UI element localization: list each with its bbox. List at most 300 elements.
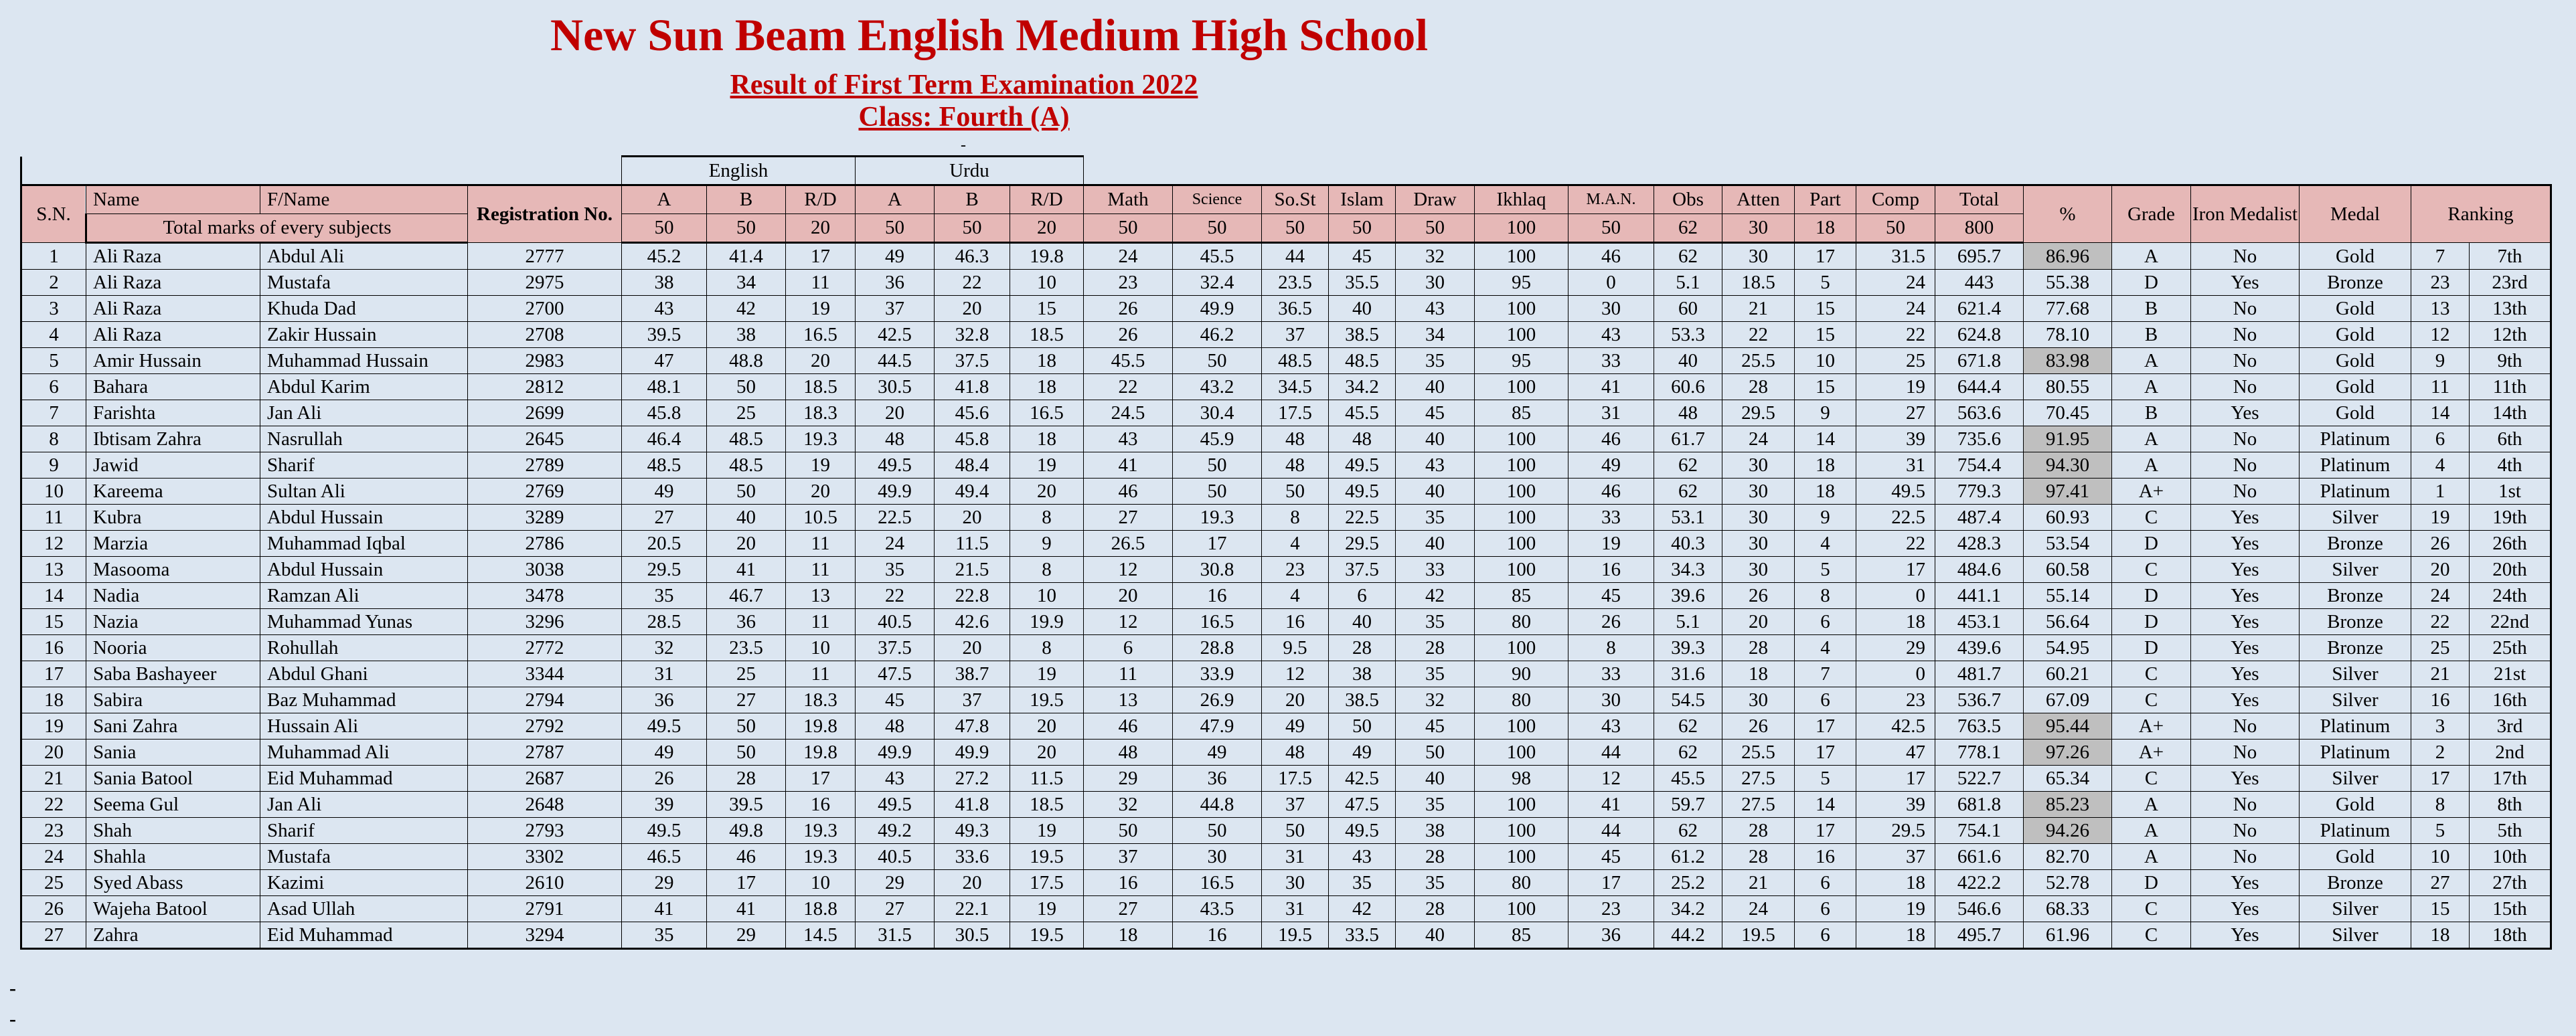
table-row bbox=[21, 557, 2551, 583]
urdu-group-header: Urdu bbox=[856, 157, 1084, 185]
islam-cell: 38.5 bbox=[1329, 322, 1396, 348]
name-cell: Ali Raza bbox=[86, 270, 260, 296]
sn-cell: 23 bbox=[21, 818, 86, 844]
science-cell: 16.5 bbox=[1173, 609, 1262, 635]
ranking-header: Ranking bbox=[2411, 185, 2551, 243]
part-cell: 17 bbox=[1795, 713, 1856, 740]
part-cell: 17 bbox=[1795, 243, 1856, 270]
rank-cell: 25 bbox=[2411, 635, 2470, 661]
sn-cell: 11 bbox=[21, 505, 86, 531]
sn-cell: 21 bbox=[21, 766, 86, 792]
atten-cell: 27.5 bbox=[1722, 766, 1795, 792]
grade-cell: B bbox=[2112, 296, 2191, 322]
urdu-b-cell: 20 bbox=[935, 296, 1010, 322]
part-cell: 16 bbox=[1795, 844, 1856, 870]
obs-cell: 53.1 bbox=[1654, 505, 1722, 531]
rank-cell: 8 bbox=[2411, 792, 2470, 818]
obs-cell: 34.2 bbox=[1654, 896, 1722, 922]
english-b-cell: 48.5 bbox=[707, 426, 786, 452]
english-rd-cell: 16 bbox=[786, 792, 856, 818]
english-rd-cell: 19.3 bbox=[786, 818, 856, 844]
islam-cell: 34.2 bbox=[1329, 374, 1396, 400]
comp-cell: 39 bbox=[1856, 792, 1935, 818]
sost-cell: 19.5 bbox=[1262, 922, 1329, 949]
urdu-b-cell: 20 bbox=[935, 870, 1010, 896]
grade-cell: C bbox=[2112, 557, 2191, 583]
obs-cell: 34.3 bbox=[1654, 557, 1722, 583]
part-cell: 10 bbox=[1795, 348, 1856, 374]
english-b-cell: 49.8 bbox=[707, 818, 786, 844]
sost-cell: 4 bbox=[1262, 531, 1329, 557]
english-a-cell: 45.8 bbox=[622, 400, 707, 426]
table-row bbox=[21, 374, 2551, 400]
atten-cell: 30 bbox=[1722, 452, 1795, 479]
rank-ordinal-cell: 25th bbox=[2470, 635, 2551, 661]
atten-cell: 25.5 bbox=[1722, 740, 1795, 766]
urdu-rd-cell: 19.9 bbox=[1010, 609, 1084, 635]
rank-cell: 1 bbox=[2411, 479, 2470, 505]
man-cell: 43 bbox=[1568, 322, 1654, 348]
table-row bbox=[21, 322, 2551, 348]
man-cell: 26 bbox=[1568, 609, 1654, 635]
table-row bbox=[21, 505, 2551, 531]
english-rd-cell: 10 bbox=[786, 870, 856, 896]
english-b-cell: 41 bbox=[707, 557, 786, 583]
urdu-rd-cell: 18.5 bbox=[1010, 322, 1084, 348]
urdu-b-cell: 21.5 bbox=[935, 557, 1010, 583]
urdu-b-cell: 42.6 bbox=[935, 609, 1010, 635]
ikhlaq-cell: 100 bbox=[1475, 322, 1568, 348]
atten-cell: 29.5 bbox=[1722, 400, 1795, 426]
percent-cell: 95.44 bbox=[2024, 713, 2112, 740]
part-cell: 15 bbox=[1795, 374, 1856, 400]
fname-cell: Muhammad Yunas bbox=[260, 609, 468, 635]
rank-ordinal-cell: 7th bbox=[2470, 243, 2551, 270]
urdu-a-max-marks: 50 bbox=[856, 214, 935, 243]
iron-medalist-cell: Yes bbox=[2191, 400, 2300, 426]
iron-medalist-cell: No bbox=[2191, 452, 2300, 479]
atten-cell: 30 bbox=[1722, 505, 1795, 531]
islam-cell: 6 bbox=[1329, 583, 1396, 609]
sost-cell: 48.5 bbox=[1262, 348, 1329, 374]
rank-ordinal-cell: 11th bbox=[2470, 374, 2551, 400]
grade-cell: C bbox=[2112, 896, 2191, 922]
top-dash: - bbox=[961, 137, 966, 154]
registration-cell: 2794 bbox=[468, 687, 622, 713]
sn-cell: 8 bbox=[21, 426, 86, 452]
urdu-a-cell: 35 bbox=[856, 557, 935, 583]
english-b-cell: 50 bbox=[707, 713, 786, 740]
english-rd-cell: 10.5 bbox=[786, 505, 856, 531]
urdu-rd-cell: 18 bbox=[1010, 348, 1084, 374]
fname-cell: Mustafa bbox=[260, 844, 468, 870]
rank-ordinal-cell: 13th bbox=[2470, 296, 2551, 322]
iron-medalist-cell: Yes bbox=[2191, 531, 2300, 557]
sost-cell: 36.5 bbox=[1262, 296, 1329, 322]
urdu-a-cell: 48 bbox=[856, 713, 935, 740]
sost-cell: 17.5 bbox=[1262, 400, 1329, 426]
part-cell: 8 bbox=[1795, 583, 1856, 609]
fname-cell: Eid Muhammad bbox=[260, 922, 468, 949]
medal-cell: Bronze bbox=[2300, 583, 2411, 609]
man-cell: 43 bbox=[1568, 713, 1654, 740]
obs-cell: 60 bbox=[1654, 296, 1722, 322]
draw-cell: 28 bbox=[1396, 896, 1475, 922]
medal-cell: Silver bbox=[2300, 661, 2411, 687]
registration-cell: 2769 bbox=[468, 479, 622, 505]
urdu-rd-cell: 17.5 bbox=[1010, 870, 1084, 896]
man-cell: 12 bbox=[1568, 766, 1654, 792]
english-rd-cell: 10 bbox=[786, 635, 856, 661]
islam-cell: 45.5 bbox=[1329, 400, 1396, 426]
draw-cell: 35 bbox=[1396, 348, 1475, 374]
rank-cell: 21 bbox=[2411, 661, 2470, 687]
part-cell: 9 bbox=[1795, 505, 1856, 531]
grade-cell: A bbox=[2112, 243, 2191, 270]
english-rd-cell: 18.3 bbox=[786, 400, 856, 426]
draw-cell: 42 bbox=[1396, 583, 1475, 609]
fname-cell: Eid Muhammad bbox=[260, 766, 468, 792]
english-b-cell: 28 bbox=[707, 766, 786, 792]
math-cell: 12 bbox=[1084, 609, 1173, 635]
islam-cell: 40 bbox=[1329, 296, 1396, 322]
science-cell: 33.9 bbox=[1173, 661, 1262, 687]
sn-cell: 3 bbox=[21, 296, 86, 322]
total-cell: 754.4 bbox=[1935, 452, 2024, 479]
draw-cell: 35 bbox=[1396, 505, 1475, 531]
english-b-cell: 20 bbox=[707, 531, 786, 557]
sn-cell: 9 bbox=[21, 452, 86, 479]
comp-cell: 29 bbox=[1856, 635, 1935, 661]
english-b-cell: 41.4 bbox=[707, 243, 786, 270]
urdu-rd-cell: 15 bbox=[1010, 296, 1084, 322]
islam-cell: 48.5 bbox=[1329, 348, 1396, 374]
comp-cell: 39 bbox=[1856, 426, 1935, 452]
atten-cell: 18.5 bbox=[1722, 270, 1795, 296]
comp-cell: 19 bbox=[1856, 374, 1935, 400]
sost-cell: 37 bbox=[1262, 322, 1329, 348]
ikhlaq-cell: 85 bbox=[1475, 922, 1568, 949]
obs-cell: 40 bbox=[1654, 348, 1722, 374]
draw-cell: 40 bbox=[1396, 922, 1475, 949]
obs-cell: 62 bbox=[1654, 740, 1722, 766]
ikhlaq-cell: 100 bbox=[1475, 452, 1568, 479]
comp-cell: 25 bbox=[1856, 348, 1935, 374]
science-cell: 47.9 bbox=[1173, 713, 1262, 740]
urdu-b-cell: 22 bbox=[935, 270, 1010, 296]
english-b-cell: 48.5 bbox=[707, 452, 786, 479]
registration-cell: 2777 bbox=[468, 243, 622, 270]
draw-cell: 35 bbox=[1396, 870, 1475, 896]
iron-medalist-cell: Yes bbox=[2191, 557, 2300, 583]
urdu-b-cell: 37 bbox=[935, 687, 1010, 713]
sn-cell: 2 bbox=[21, 270, 86, 296]
comp-cell: 49.5 bbox=[1856, 479, 1935, 505]
urdu-a-header: A bbox=[856, 185, 935, 214]
english-a-cell: 26 bbox=[622, 766, 707, 792]
fname-cell: Sharif bbox=[260, 452, 468, 479]
draw-cell: 35 bbox=[1396, 792, 1475, 818]
ikhlaq-cell: 100 bbox=[1475, 713, 1568, 740]
atten-cell: 21 bbox=[1722, 870, 1795, 896]
comp-cell: 18 bbox=[1856, 609, 1935, 635]
ikhlaq-cell: 100 bbox=[1475, 740, 1568, 766]
draw-cell: 34 bbox=[1396, 322, 1475, 348]
math-cell: 50 bbox=[1084, 818, 1173, 844]
table-row bbox=[21, 635, 2551, 661]
grade-cell: A bbox=[2112, 792, 2191, 818]
total-cell: 487.4 bbox=[1935, 505, 2024, 531]
obs-cell: 62 bbox=[1654, 452, 1722, 479]
medal-cell: Gold bbox=[2300, 400, 2411, 426]
registration-cell: 2772 bbox=[468, 635, 622, 661]
english-b-max-marks: 50 bbox=[707, 214, 786, 243]
registration-cell: 3344 bbox=[468, 661, 622, 687]
man-cell: 46 bbox=[1568, 243, 1654, 270]
rank-cell: 5 bbox=[2411, 818, 2470, 844]
registration-cell: 2699 bbox=[468, 400, 622, 426]
urdu-rd-cell: 19.8 bbox=[1010, 243, 1084, 270]
total-cell: 624.8 bbox=[1935, 322, 2024, 348]
urdu-rd-cell: 20 bbox=[1010, 479, 1084, 505]
total-cell: 763.5 bbox=[1935, 713, 2024, 740]
man-cell: 23 bbox=[1568, 896, 1654, 922]
science-cell: 49.9 bbox=[1173, 296, 1262, 322]
atten-cell: 30 bbox=[1722, 531, 1795, 557]
registration-cell: 2983 bbox=[468, 348, 622, 374]
atten-cell: 19.5 bbox=[1722, 922, 1795, 949]
grade-cell: B bbox=[2112, 322, 2191, 348]
total-cell: 441.1 bbox=[1935, 583, 2024, 609]
percent-cell: 60.58 bbox=[2024, 557, 2112, 583]
ikhlaq-cell: 100 bbox=[1475, 243, 1568, 270]
urdu-a-cell: 40.5 bbox=[856, 609, 935, 635]
urdu-b-cell: 41.8 bbox=[935, 374, 1010, 400]
table-row bbox=[21, 479, 2551, 505]
urdu-b-cell: 38.7 bbox=[935, 661, 1010, 687]
man-cell: 0 bbox=[1568, 270, 1654, 296]
english-rd-cell: 19.8 bbox=[786, 740, 856, 766]
urdu-b-cell: 41.8 bbox=[935, 792, 1010, 818]
islam-cell: 49.5 bbox=[1329, 452, 1396, 479]
registration-cell: 2791 bbox=[468, 896, 622, 922]
name-cell: Shahla bbox=[86, 844, 260, 870]
science-cell: 32.4 bbox=[1173, 270, 1262, 296]
grade-cell: D bbox=[2112, 609, 2191, 635]
total-cell: 671.8 bbox=[1935, 348, 2024, 374]
percent-cell: 80.55 bbox=[2024, 374, 2112, 400]
fname-cell: Muhammad Iqbal bbox=[260, 531, 468, 557]
medal-cell: Bronze bbox=[2300, 531, 2411, 557]
sn-cell: 27 bbox=[21, 922, 86, 949]
urdu-a-cell: 49.5 bbox=[856, 792, 935, 818]
sost-cell: 34.5 bbox=[1262, 374, 1329, 400]
science-cell: 45.9 bbox=[1173, 426, 1262, 452]
sost-cell: 31 bbox=[1262, 896, 1329, 922]
fname-cell: Kazimi bbox=[260, 870, 468, 896]
sn-cell: 13 bbox=[21, 557, 86, 583]
name-cell: Sania bbox=[86, 740, 260, 766]
fname-cell: Rohullah bbox=[260, 635, 468, 661]
ikhlaq-cell: 85 bbox=[1475, 583, 1568, 609]
table-row bbox=[21, 452, 2551, 479]
sost-cell: 37 bbox=[1262, 792, 1329, 818]
percent-cell: 54.95 bbox=[2024, 635, 2112, 661]
rank-ordinal-cell: 27th bbox=[2470, 870, 2551, 896]
english-a-cell: 49.5 bbox=[622, 713, 707, 740]
english-a-cell: 48.5 bbox=[622, 452, 707, 479]
name-cell: Nazia bbox=[86, 609, 260, 635]
islam-cell: 42 bbox=[1329, 896, 1396, 922]
medal-cell: Platinum bbox=[2300, 713, 2411, 740]
rank-ordinal-cell: 15th bbox=[2470, 896, 2551, 922]
draw-cell: 32 bbox=[1396, 243, 1475, 270]
islam-cell: 29.5 bbox=[1329, 531, 1396, 557]
rank-ordinal-cell: 10th bbox=[2470, 844, 2551, 870]
english-a-cell: 38 bbox=[622, 270, 707, 296]
comp-cell: 31 bbox=[1856, 452, 1935, 479]
part-cell: 6 bbox=[1795, 687, 1856, 713]
registration-cell: 3302 bbox=[468, 844, 622, 870]
name-cell: Bahara bbox=[86, 374, 260, 400]
islam-cell: 45 bbox=[1329, 243, 1396, 270]
sost-cell: 48 bbox=[1262, 740, 1329, 766]
math-cell: 11 bbox=[1084, 661, 1173, 687]
english-a-cell: 48.1 bbox=[622, 374, 707, 400]
science-cell: 16.5 bbox=[1173, 870, 1262, 896]
urdu-a-cell: 44.5 bbox=[856, 348, 935, 374]
sost-max-marks: 50 bbox=[1262, 214, 1329, 243]
medal-cell: Platinum bbox=[2300, 479, 2411, 505]
iron-medalist-cell: No bbox=[2191, 479, 2300, 505]
english-a-cell: 47 bbox=[622, 348, 707, 374]
english-rd-cell: 19 bbox=[786, 452, 856, 479]
sn-header: S.N. bbox=[21, 185, 86, 243]
english-rd-cell: 19 bbox=[786, 296, 856, 322]
ikhlaq-cell: 100 bbox=[1475, 557, 1568, 583]
rank-ordinal-cell: 12th bbox=[2470, 322, 2551, 348]
rank-ordinal-cell: 17th bbox=[2470, 766, 2551, 792]
total-marks-label: Total marks of every subjects bbox=[86, 214, 468, 243]
islam-cell: 38 bbox=[1329, 661, 1396, 687]
urdu-a-cell: 49.5 bbox=[856, 452, 935, 479]
name-cell: Syed Abass bbox=[86, 870, 260, 896]
medal-cell: Silver bbox=[2300, 687, 2411, 713]
sn-cell: 4 bbox=[21, 322, 86, 348]
percent-cell: 70.45 bbox=[2024, 400, 2112, 426]
english-rd-cell: 14.5 bbox=[786, 922, 856, 949]
registration-cell: 2610 bbox=[468, 870, 622, 896]
iron-medalist-cell: No bbox=[2191, 713, 2300, 740]
science-cell: 30 bbox=[1173, 844, 1262, 870]
comp-cell: 22 bbox=[1856, 322, 1935, 348]
rank-cell: 19 bbox=[2411, 505, 2470, 531]
iron-medalist-cell: Yes bbox=[2191, 922, 2300, 949]
man-cell: 41 bbox=[1568, 374, 1654, 400]
obs-cell: 59.7 bbox=[1654, 792, 1722, 818]
obs-cell: 45.5 bbox=[1654, 766, 1722, 792]
islam-cell: 43 bbox=[1329, 844, 1396, 870]
part-max-marks: 18 bbox=[1795, 214, 1856, 243]
sn-cell: 6 bbox=[21, 374, 86, 400]
name-cell: Jawid bbox=[86, 452, 260, 479]
comp-cell: 27 bbox=[1856, 400, 1935, 426]
sn-cell: 15 bbox=[21, 609, 86, 635]
science-cell: 30.8 bbox=[1173, 557, 1262, 583]
science-cell: 45.5 bbox=[1173, 243, 1262, 270]
math-cell: 48 bbox=[1084, 740, 1173, 766]
math-cell: 27 bbox=[1084, 896, 1173, 922]
urdu-b-cell: 22.1 bbox=[935, 896, 1010, 922]
english-a-cell: 32 bbox=[622, 635, 707, 661]
total-cell: 481.7 bbox=[1935, 661, 2024, 687]
urdu-a-cell: 49.9 bbox=[856, 740, 935, 766]
obs-cell: 39.6 bbox=[1654, 583, 1722, 609]
part-cell: 4 bbox=[1795, 531, 1856, 557]
fname-cell: Mustafa bbox=[260, 270, 468, 296]
english-rd-cell: 17 bbox=[786, 766, 856, 792]
ikhlaq-max-marks: 100 bbox=[1475, 214, 1568, 243]
name-cell: Ibtisam Zahra bbox=[86, 426, 260, 452]
draw-cell: 40 bbox=[1396, 531, 1475, 557]
grade-cell: A bbox=[2112, 818, 2191, 844]
english-b-cell: 50 bbox=[707, 374, 786, 400]
draw-cell: 28 bbox=[1396, 635, 1475, 661]
english-b-cell: 27 bbox=[707, 687, 786, 713]
registration-cell: 3478 bbox=[468, 583, 622, 609]
urdu-rd-cell: 8 bbox=[1010, 505, 1084, 531]
urdu-b-cell: 49.4 bbox=[935, 479, 1010, 505]
registration-cell: 2792 bbox=[468, 713, 622, 740]
ikhlaq-cell: 95 bbox=[1475, 270, 1568, 296]
grade-cell: A bbox=[2112, 348, 2191, 374]
draw-cell: 38 bbox=[1396, 818, 1475, 844]
obs-cell: 54.5 bbox=[1654, 687, 1722, 713]
rank-cell: 23 bbox=[2411, 270, 2470, 296]
total-cell: 428.3 bbox=[1935, 531, 2024, 557]
math-cell: 20 bbox=[1084, 583, 1173, 609]
name-cell: Wajeha Batool bbox=[86, 896, 260, 922]
medal-cell: Gold bbox=[2300, 374, 2411, 400]
man-cell: 36 bbox=[1568, 922, 1654, 949]
english-rd-cell: 16.5 bbox=[786, 322, 856, 348]
table-row bbox=[21, 531, 2551, 557]
urdu-b-cell: 49.9 bbox=[935, 740, 1010, 766]
english-b-header: B bbox=[707, 185, 786, 214]
table-row bbox=[21, 922, 2551, 949]
draw-cell: 35 bbox=[1396, 609, 1475, 635]
draw-cell: 40 bbox=[1396, 766, 1475, 792]
urdu-a-cell: 49.2 bbox=[856, 818, 935, 844]
fname-cell: Abdul Hussain bbox=[260, 505, 468, 531]
sost-cell: 31 bbox=[1262, 844, 1329, 870]
english-b-cell: 48.8 bbox=[707, 348, 786, 374]
sn-cell: 22 bbox=[21, 792, 86, 818]
medal-cell: Gold bbox=[2300, 348, 2411, 374]
science-cell: 19.3 bbox=[1173, 505, 1262, 531]
name-cell: Kareema bbox=[86, 479, 260, 505]
part-cell: 9 bbox=[1795, 400, 1856, 426]
registration-cell: 2787 bbox=[468, 740, 622, 766]
percent-cell: 60.21 bbox=[2024, 661, 2112, 687]
english-rd-cell: 20 bbox=[786, 348, 856, 374]
science-cell: 16 bbox=[1173, 922, 1262, 949]
english-a-cell: 20.5 bbox=[622, 531, 707, 557]
english-b-cell: 50 bbox=[707, 479, 786, 505]
iron-medalist-cell: No bbox=[2191, 348, 2300, 374]
total-max-marks: 800 bbox=[1935, 214, 2024, 243]
comp-cell: 29.5 bbox=[1856, 818, 1935, 844]
